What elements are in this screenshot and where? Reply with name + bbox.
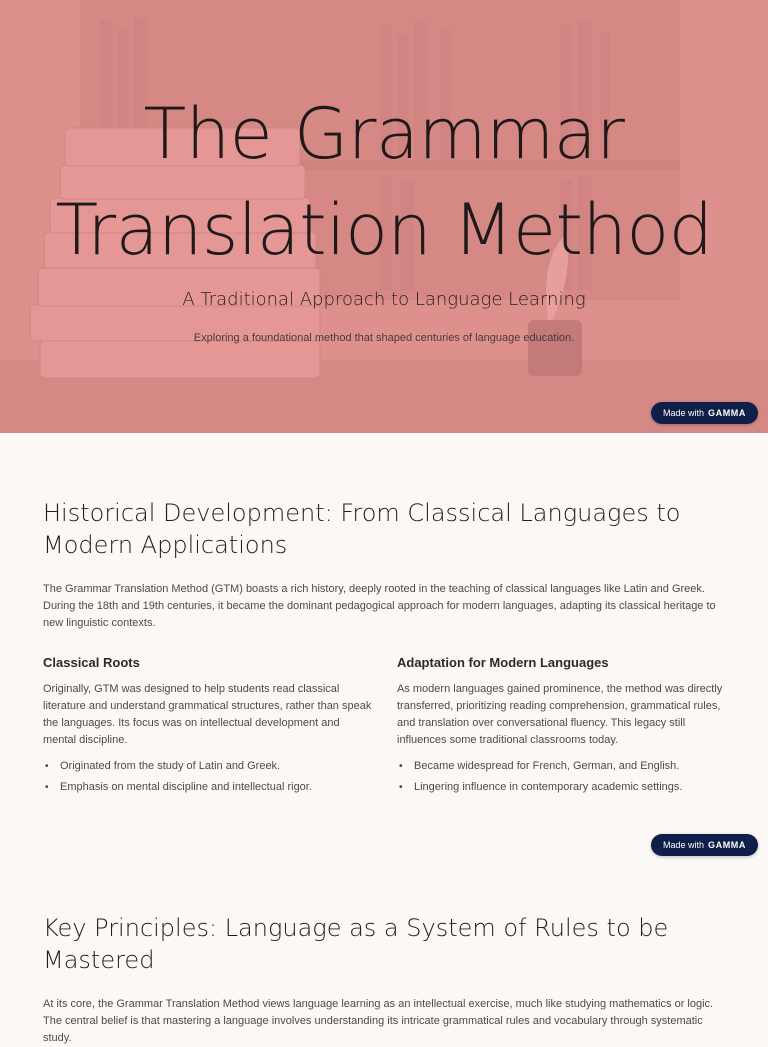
history-heading-line-1: Historical Development: From Classical Languages to xyxy=(43,499,681,527)
modern-adaptation-body: As modern languages gained prominence, the method was directly transferred, prioritizing reading comprehension, grammatical rules, and translation over conversational fluency. This legacy still influences some traditional classrooms today. xyxy=(397,683,723,746)
gamma-logo-icon: GAMMA xyxy=(708,840,746,850)
classical-roots-body: Originally, GTM was designed to help students read classical literature and understand grammatical structures, rather than speak the languages. Its focus was on intellectual development and mental discipline. xyxy=(43,683,372,746)
principles-heading-line-1: Key Principles: Language as a System of Rules to be xyxy=(43,914,669,942)
page-subtitle: A Traditional Approach to Language Learning xyxy=(182,289,586,310)
made-with-gamma-button[interactable] xyxy=(651,402,758,424)
badge-prefix: Made with xyxy=(662,408,704,418)
gamma-logo-icon: GAMMA xyxy=(708,408,746,418)
made-with-gamma-button[interactable] xyxy=(651,834,758,856)
title-line-1: The Grammar xyxy=(143,93,625,175)
list-item: • Lingering influence in contemporary academic settings. xyxy=(397,780,727,795)
history-heading-line-2: Modern Applications xyxy=(43,531,288,559)
modern-adaptation-title: Adaptation for Modern Languages xyxy=(397,655,609,670)
classical-roots-column xyxy=(43,655,373,801)
list-item: • Became widespread for French, German, and English. xyxy=(397,759,727,774)
history-intro: The Grammar Translation Method (GTM) boasts a rich history, deeply rooted in the teaching of classical languages like Latin and Greek. During the 18th and 19th centuries, it became the dominant pedagogical approach for modern languages, adapting its classical heritage to new linguistic contexts. xyxy=(43,583,716,629)
modern-adaptation-column xyxy=(397,655,727,801)
list-item: • Emphasis on mental discipline and intellectual rigor. xyxy=(43,780,373,795)
principles-section xyxy=(43,912,728,1044)
badge-prefix: Made with xyxy=(662,840,704,850)
list-item: • Originated from the study of Latin and Greek. xyxy=(43,759,373,774)
history-section xyxy=(43,497,728,793)
principles-heading-line-2: Mastered xyxy=(43,946,155,974)
title-line-2: Translation Method xyxy=(55,189,713,271)
history-heading xyxy=(43,497,728,561)
page-tagline: Exploring a foundational method that shaped centuries of language education. xyxy=(193,332,575,344)
principles-heading xyxy=(43,912,728,976)
classical-roots-list xyxy=(43,759,373,795)
classical-roots-title: Classical Roots xyxy=(43,655,140,670)
page-title xyxy=(0,86,768,278)
modern-adaptation-list xyxy=(397,759,727,795)
hero-banner xyxy=(0,0,768,433)
principles-intro: At its core, the Grammar Translation Method views language learning as an intellectual exercise, much like studying mathematics or logic. The central belief is that mastering a language involves understanding its intricate grammatical rules and vocabulary through systematic study. xyxy=(43,998,714,1044)
hero-content xyxy=(0,0,768,433)
